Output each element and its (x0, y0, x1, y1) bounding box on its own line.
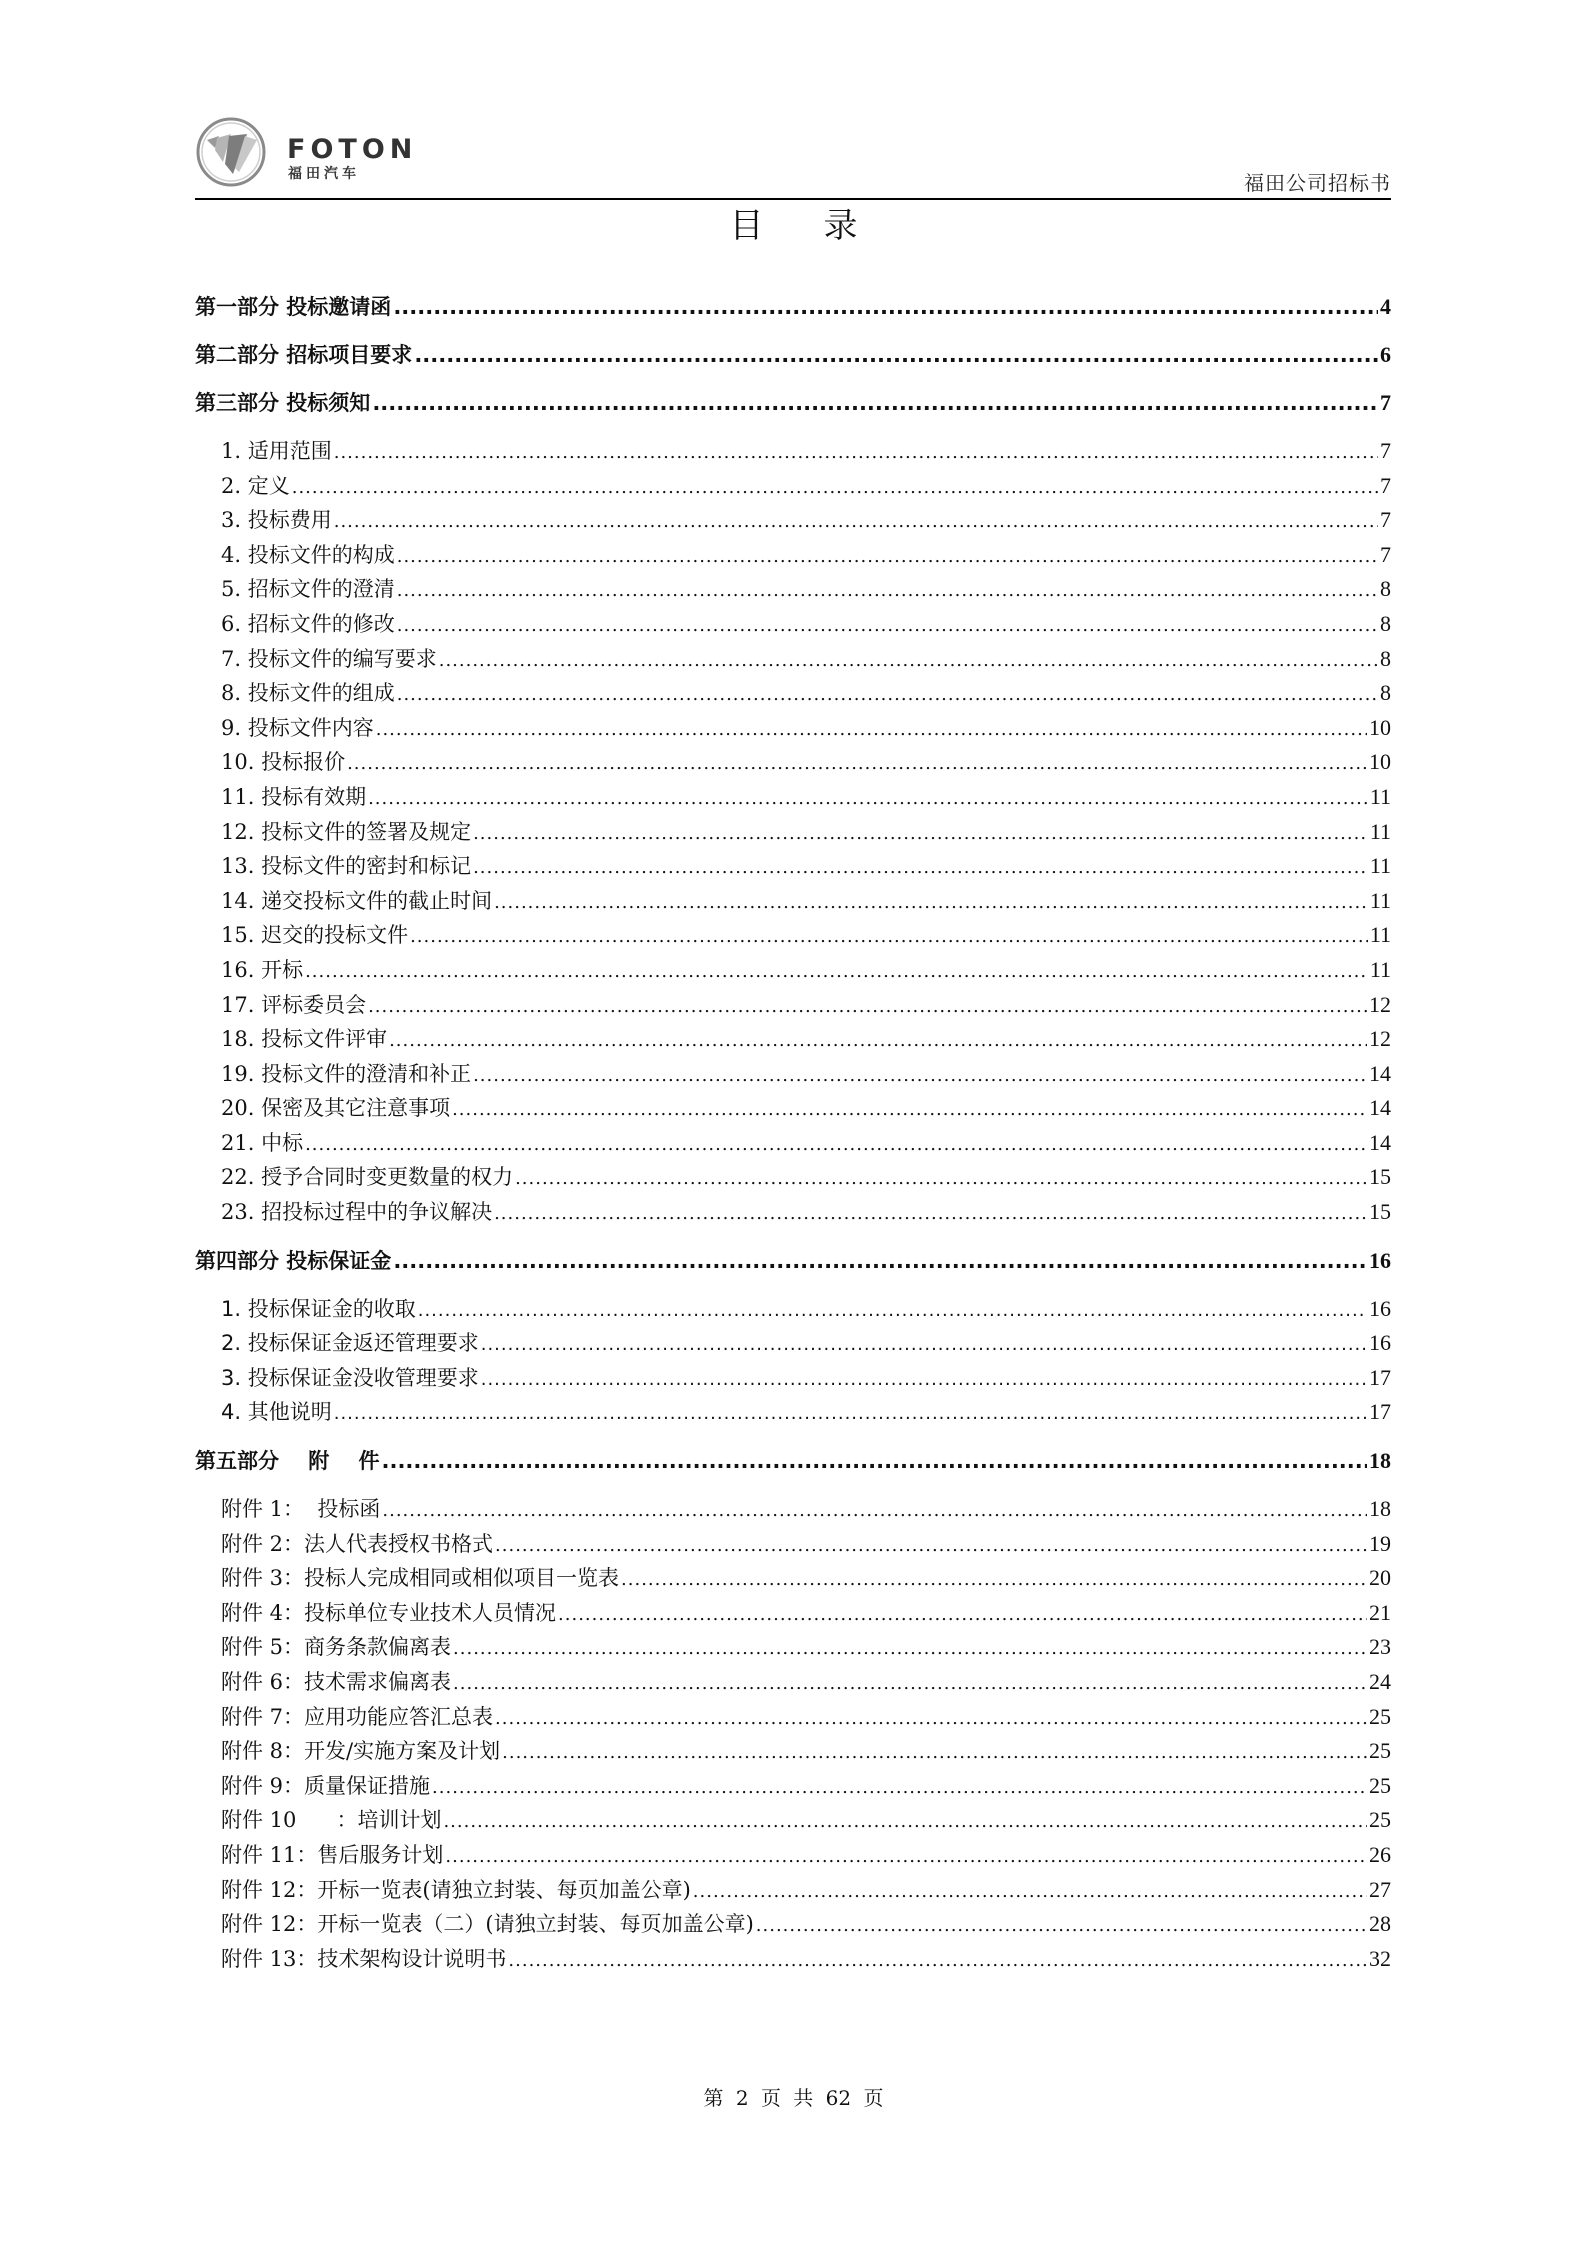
toc-item-label: 附件 8：开发/实施方案及计划 (221, 1739, 501, 1764)
toc-page-number: 6 (1380, 342, 1391, 367)
toc-part-3[interactable] (195, 386, 1391, 420)
toc-item[interactable] (195, 1838, 1391, 1873)
logo-chinese-name: 福田汽车 (288, 166, 360, 182)
toc-page-number: 10 (1369, 714, 1391, 740)
toc-page-number: 14 (1369, 1095, 1391, 1121)
toc-item[interactable] (195, 711, 1391, 746)
dot-leader (443, 1805, 1367, 1840)
toc-page-number: 7 (1380, 438, 1391, 463)
dot-leader (305, 955, 1368, 990)
toc-page-number: 20 (1369, 1565, 1391, 1591)
toc-item-label: 附件 11：售后服务计划 (221, 1842, 444, 1867)
toc-item-label: 18. 投标文件评审 (221, 1027, 388, 1052)
dot-leader (481, 1363, 1367, 1398)
dot-leader (410, 920, 1368, 955)
toc-item[interactable] (195, 676, 1391, 711)
toc-page-number: 10 (1369, 749, 1391, 775)
toc-item[interactable] (195, 815, 1391, 850)
toc-item[interactable] (195, 745, 1391, 780)
toc-item-label: 附件 10 ：培训计划 (221, 1808, 442, 1833)
toc-page-number: 14 (1369, 1129, 1391, 1155)
dot-leader (558, 1598, 1367, 1633)
table-of-contents (195, 290, 1391, 1976)
toc-item[interactable] (195, 1022, 1391, 1057)
toc-item-label: 13. 投标文件的密封和标记 (221, 854, 472, 879)
toc-item-label: 附件 3：投标人完成相同或相似项目一览表 (221, 1566, 620, 1591)
toc-page-number: 8 (1380, 680, 1391, 706)
toc-item-label: 21. 中标 (221, 1130, 304, 1155)
dot-leader (397, 609, 1378, 644)
toc-part-2[interactable] (195, 338, 1391, 372)
toc-item[interactable] (195, 1734, 1391, 1769)
toc-item-label: 14. 递交投标文件的截止时间 (221, 888, 493, 913)
dot-leader (439, 644, 1378, 679)
dot-leader (414, 338, 1378, 372)
dot-leader (393, 1244, 1367, 1278)
toc-page-number: 7 (1380, 472, 1391, 498)
toc-page-number: 32 (1369, 1945, 1391, 1971)
toc-part-3-items (195, 434, 1391, 1230)
toc-part-5-items (195, 1492, 1391, 1976)
toc-item[interactable] (195, 1057, 1391, 1092)
toc-item-label: 12. 投标文件的签署及规定 (221, 819, 472, 844)
toc-item[interactable] (195, 988, 1391, 1023)
toc-item-label: 附件 2：法人代表授权书格式 (221, 1531, 494, 1556)
toc-page-number: 8 (1380, 576, 1391, 602)
toc-page-number: 7 (1380, 541, 1391, 567)
toc-item[interactable] (195, 1803, 1391, 1838)
toc-page-number: 16 (1369, 1247, 1391, 1273)
toc-item-label: 19. 投标文件的澄清和补正 (221, 1061, 472, 1086)
toc-page-number: 8 (1380, 645, 1391, 671)
toc-item[interactable] (195, 849, 1391, 884)
toc-page-number: 11 (1369, 818, 1391, 844)
toc-part-label: 第四部分 投标保证金 (195, 1248, 392, 1273)
toc-page-number: 18 (1369, 1496, 1391, 1522)
toc-item[interactable] (195, 1561, 1391, 1596)
toc-item[interactable] (195, 918, 1391, 953)
dot-leader (473, 851, 1368, 886)
dot-leader (418, 1294, 1367, 1329)
toc-part-4-items (195, 1292, 1391, 1430)
toc-heading: 目录 (729, 206, 918, 246)
toc-item-label: 1. 投标保证金的收取 (221, 1296, 416, 1321)
dot-leader (292, 471, 1378, 506)
dot-leader (372, 386, 1378, 420)
dot-leader (495, 1702, 1367, 1737)
toc-page-number: 16 (1369, 1295, 1391, 1321)
toc-item[interactable] (195, 434, 1391, 469)
toc-item-label: 附件 13：技术架构设计说明书 (221, 1946, 507, 1971)
dot-leader (494, 1197, 1367, 1232)
toc-item-label: 附件 9：质量保证措施 (221, 1773, 431, 1798)
toc-part-label: 第五部分 附 件 (195, 1449, 380, 1474)
dot-leader (508, 1944, 1367, 1979)
toc-page-number: 23 (1369, 1634, 1391, 1660)
toc-page-number: 25 (1369, 1807, 1391, 1833)
dot-leader (368, 990, 1367, 1025)
dot-leader (494, 886, 1368, 921)
toc-page-number: 26 (1369, 1841, 1391, 1867)
dot-leader (397, 574, 1378, 609)
toc-page-number: 11 (1369, 956, 1391, 982)
toc-item-label: 5. 招标文件的澄清 (221, 577, 395, 602)
toc-page-number: 7 (1380, 390, 1391, 415)
toc-page-number: 14 (1369, 1060, 1391, 1086)
dot-leader (305, 1128, 1367, 1163)
dot-leader (502, 1736, 1367, 1771)
toc-page-number: 27 (1369, 1876, 1391, 1902)
toc-item[interactable] (195, 1769, 1391, 1804)
document-title: 福田公司招标书 (1244, 171, 1391, 195)
dot-leader (432, 1771, 1367, 1806)
toc-item-label: 16. 开标 (221, 957, 304, 982)
toc-item[interactable] (195, 1091, 1391, 1126)
toc-page-number: 7 (1380, 507, 1391, 533)
toc-item[interactable] (195, 1195, 1391, 1230)
dot-leader (334, 1397, 1367, 1432)
toc-item-label: 3. 投标费用 (221, 508, 332, 533)
dot-leader (481, 1328, 1367, 1363)
dot-leader (756, 1909, 1367, 1944)
toc-item[interactable] (195, 780, 1391, 815)
toc-item-label: 8. 投标文件的组成 (221, 681, 395, 706)
dot-leader (453, 1667, 1367, 1702)
dot-leader (347, 747, 1367, 782)
toc-page-number: 18 (1369, 1448, 1391, 1474)
toc-part-label: 第二部分 招标项目要求 (195, 343, 413, 367)
dot-leader (452, 1093, 1367, 1128)
toc-item[interactable] (195, 1160, 1391, 1195)
toc-page-number: 25 (1369, 1738, 1391, 1764)
toc-page-number: 17 (1369, 1399, 1391, 1425)
toc-item-label: 附件 5：商务条款偏离表 (221, 1635, 452, 1660)
toc-item-label: 11. 投标有效期 (221, 784, 367, 809)
dot-leader (368, 782, 1368, 817)
toc-part-5[interactable] (195, 1444, 1391, 1478)
toc-item-label: 附件 12：开标一览表（二）(请独立封装、每页加盖公章) (221, 1912, 754, 1937)
logo-wordmark: FOTON (287, 134, 418, 165)
toc-item-label: 附件 4：投标单位专业技术人员情况 (221, 1600, 557, 1625)
toc-item-label: 20. 保密及其它注意事项 (221, 1096, 451, 1121)
dot-leader (515, 1162, 1367, 1197)
toc-page-number: 12 (1369, 991, 1391, 1017)
toc-page-number: 16 (1369, 1330, 1391, 1356)
foton-emblem-icon (195, 116, 267, 188)
toc-item[interactable] (195, 607, 1391, 642)
toc-item[interactable] (195, 884, 1391, 919)
toc-item-label: 4. 其他说明 (221, 1400, 332, 1425)
toc-item-label: 2. 投标保证金返还管理要求 (221, 1331, 479, 1356)
toc-item[interactable] (195, 1942, 1391, 1977)
toc-item[interactable] (195, 953, 1391, 988)
toc-item[interactable] (195, 1665, 1391, 1700)
toc-page-number: 4 (1380, 294, 1391, 319)
toc-part-4[interactable] (195, 1244, 1391, 1278)
toc-item-label: 1. 适用范围 (221, 439, 332, 463)
toc-item[interactable] (195, 503, 1391, 538)
toc-item[interactable] (195, 1395, 1391, 1430)
toc-item-label: 7. 投标文件的编写要求 (221, 646, 437, 671)
toc-item-label: 附件 6：技术需求偏离表 (221, 1670, 452, 1694)
toc-item[interactable] (195, 1873, 1391, 1908)
toc-item[interactable] (195, 1326, 1391, 1361)
toc-item-label: 15. 迟交的投标文件 (221, 923, 409, 948)
toc-item-label: 10. 投标报价 (221, 750, 346, 775)
toc-page-number: 11 (1369, 783, 1391, 809)
toc-page-number: 15 (1369, 1199, 1391, 1225)
toc-item[interactable] (195, 1126, 1391, 1161)
toc-item[interactable] (195, 1492, 1391, 1527)
dot-leader (693, 1875, 1367, 1910)
toc-item[interactable] (195, 1527, 1391, 1562)
dot-leader (334, 505, 1378, 540)
toc-page-number: 17 (1369, 1364, 1391, 1390)
toc-page-number: 15 (1369, 1164, 1391, 1190)
toc-item-label: 23. 招投标过程中的争议解决 (221, 1200, 493, 1225)
toc-item[interactable] (195, 1596, 1391, 1631)
toc-item-label: 6. 招标文件的修改 (221, 611, 395, 636)
dot-leader (473, 817, 1368, 852)
toc-part-label: 第三部分 投标须知 (195, 391, 371, 415)
dot-leader (389, 1024, 1367, 1059)
toc-page-number: 11 (1369, 853, 1391, 879)
toc-page-number: 25 (1369, 1703, 1391, 1729)
toc-item[interactable] (195, 1292, 1391, 1327)
toc-item-label: 4. 投标文件的构成 (221, 542, 395, 567)
toc-item-label: 2. 定义 (221, 473, 290, 498)
dot-leader (393, 290, 1378, 324)
dot-leader (376, 713, 1367, 748)
toc-item-label: 附件 12：开标一览表(请独立封装、每页加盖公章) (221, 1877, 691, 1902)
toc-item-label: 22. 授予合同时变更数量的权力 (221, 1165, 514, 1190)
dot-leader (382, 1444, 1368, 1478)
toc-page-number: 24 (1369, 1669, 1391, 1694)
toc-page-number: 28 (1369, 1911, 1391, 1937)
page-header (195, 112, 1391, 200)
dot-leader (334, 436, 1378, 471)
dot-leader (397, 678, 1378, 713)
dot-leader (495, 1529, 1367, 1564)
toc-page-number: 11 (1369, 922, 1391, 948)
dot-leader (382, 1494, 1367, 1529)
toc-item[interactable] (195, 469, 1391, 504)
dot-leader (397, 540, 1378, 575)
toc-page-number: 8 (1380, 610, 1391, 636)
dot-leader (473, 1059, 1367, 1094)
toc-item[interactable] (195, 642, 1391, 677)
toc-page-number: 11 (1369, 887, 1391, 913)
toc-page-number: 21 (1369, 1599, 1391, 1625)
toc-page-number: 25 (1369, 1772, 1391, 1798)
toc-page-number: 12 (1369, 1026, 1391, 1052)
toc-item-label: 9. 投标文件内容 (221, 715, 374, 740)
toc-page-number: 19 (1369, 1530, 1391, 1556)
toc-item[interactable] (195, 572, 1391, 607)
dot-leader (621, 1563, 1367, 1598)
dot-leader (445, 1840, 1367, 1875)
dot-leader (453, 1632, 1367, 1667)
toc-item[interactable] (195, 1630, 1391, 1665)
toc-item[interactable] (195, 538, 1391, 573)
toc-item[interactable] (195, 1907, 1391, 1942)
page-footer: 第 2 页 共 62 页 (703, 2086, 884, 2110)
toc-item-label: 附件 7：应用功能应答汇总表 (221, 1704, 494, 1729)
toc-item[interactable] (195, 1700, 1391, 1735)
toc-item[interactable] (195, 1361, 1391, 1396)
toc-item-label: 3. 投标保证金没收管理要求 (221, 1365, 479, 1390)
toc-part-label: 第一部分 投标邀请函 (195, 295, 392, 319)
toc-part-1[interactable] (195, 290, 1391, 324)
toc-item-label: 17. 评标委员会 (221, 992, 367, 1017)
toc-item-label: 附件 1： 投标函 (221, 1497, 381, 1522)
